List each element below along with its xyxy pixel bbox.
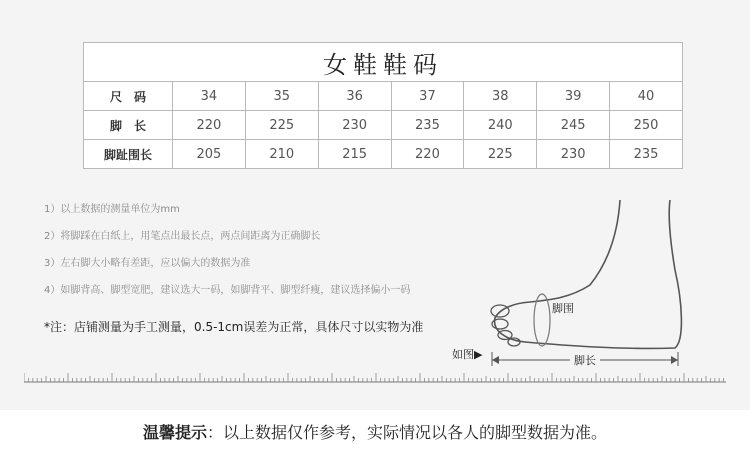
cell: 245	[537, 111, 610, 140]
table-row	[84, 82, 683, 111]
cell: 225	[464, 140, 537, 169]
cell: 225	[245, 111, 318, 140]
cell: 230	[318, 111, 391, 140]
note-item: 3）左右脚大小略有差距，应以偏大的数据为准	[44, 258, 251, 269]
cell: 210	[245, 140, 318, 169]
cell: 40	[610, 82, 683, 111]
ruler-scale	[24, 373, 726, 383]
cell: 235	[391, 111, 464, 140]
note-item: 1）以上数据的测量单位为mm	[44, 204, 180, 215]
toe-girth-loop	[534, 294, 550, 346]
row-label-size: 尺 码	[84, 82, 173, 111]
cell: 220	[391, 140, 464, 169]
note-item: 4）如脚背高、脚型宽肥，建议选大一码，如脚背平、脚型纤瘦，建议选择偏小一码	[44, 285, 411, 296]
footer-tip	[0, 420, 750, 443]
measurement-notes	[44, 203, 474, 311]
foot-measure-diagram	[470, 190, 710, 375]
measurement-warning: *注：店铺测量为手工测量，0.5-1cm误差为正常，具体尺寸以实物为准	[44, 320, 424, 334]
foot-outline-icon	[495, 200, 682, 348]
cell: 39	[537, 82, 610, 111]
cell: 240	[464, 111, 537, 140]
note-item: 2）将脚踩在白纸上，用笔点出最长点，两点间距离为正确脚长	[44, 231, 321, 242]
as-shown-label: 如图▶	[452, 348, 483, 361]
cell: 205	[173, 140, 246, 169]
table-title: 女鞋鞋码	[84, 43, 683, 82]
cell: 34	[173, 82, 246, 111]
cell: 235	[610, 140, 683, 169]
cell: 250	[610, 111, 683, 140]
cell: 35	[245, 82, 318, 111]
row-label-toe-girth: 脚趾围长	[84, 140, 173, 169]
cell: 37	[391, 82, 464, 111]
foot-length-label: 脚长	[574, 354, 596, 367]
cell: 230	[537, 140, 610, 169]
footer-tip-text: ：以上数据仅作参考，实际情况以各人的脚型数据为准。	[207, 423, 608, 442]
cell: 36	[318, 82, 391, 111]
toe-girth-label: 脚围	[552, 302, 574, 315]
cell: 220	[173, 111, 246, 140]
row-label-foot-length: 脚 长	[84, 111, 173, 140]
cell: 38	[464, 82, 537, 111]
size-table	[83, 42, 683, 169]
cell: 215	[318, 140, 391, 169]
table-row	[84, 111, 683, 140]
footer-tip-prefix: 温馨提示	[142, 423, 207, 442]
table-row	[84, 140, 683, 169]
